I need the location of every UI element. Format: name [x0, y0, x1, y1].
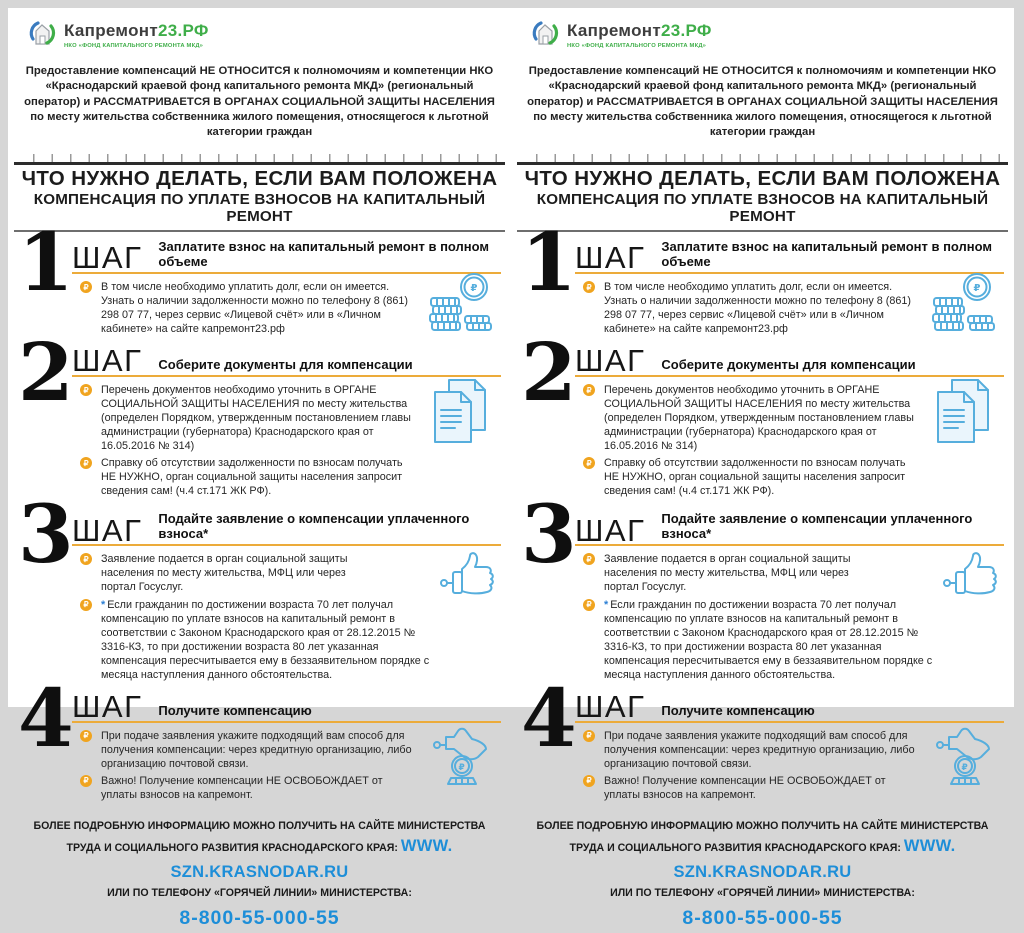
step-4-heading — [72, 688, 501, 723]
step-2-bullet-2: Справку об отсутствии задолженности по взносам получать НЕ НУЖНО, орган социальной защиты населения запросит сведения сам! (ч.4 ст.171 ЖК РФ). — [604, 457, 906, 498]
step-2-title: Соберите документы для компенсации — [158, 357, 413, 373]
step-1-body — [575, 274, 1004, 342]
ruble-bullet-icon: ₽ — [583, 730, 595, 742]
step-1 — [16, 215, 501, 342]
step-1-number: 1 — [521, 215, 577, 310]
step-3-number: 3 — [18, 487, 74, 582]
hotline-phone-link[interactable]: 8-800-55-000-55 — [682, 906, 843, 929]
footer-info-text: БОЛЕЕ ПОДРОБНУЮ ИНФОРМАЦИЮ МОЖНО ПОЛУЧИТЬ НА САЙТЕ МИНИСТЕРСТВА ТРУДА И СОЦИАЛЬНОГО РАЗВИТИЯ КРАСНОДАРСКОГО КРАЯ: — [33, 819, 486, 855]
coins-ruble-icon — [930, 272, 996, 337]
step-3-number: 3 — [521, 487, 577, 582]
step-4-number: 4 — [18, 670, 74, 765]
step-4-title: Получите компенсацию — [661, 702, 815, 718]
step-4-body — [575, 723, 1004, 808]
step-word: ШАГ — [575, 343, 646, 379]
step-1-number: 1 — [18, 215, 74, 310]
logo — [513, 8, 1012, 52]
ruble-bullet-icon: ₽ — [583, 281, 595, 293]
ruble-bullet-icon: ₽ — [583, 599, 595, 611]
hand-giving-money-icon — [431, 725, 489, 792]
svg-text:₽: ₽ — [470, 283, 478, 295]
ruble-bullet-icon: ₽ — [80, 384, 92, 396]
footer-hotline-text: ИЛИ ПО ТЕЛЕФОНУ «ГОРЯЧЕЙ ЛИНИИ» МИНИСТЕРСТВА: — [610, 887, 915, 900]
ruble-bullet-icon: ₽ — [80, 457, 92, 469]
step-2 — [519, 325, 1004, 504]
step-word: ШАГ — [575, 240, 646, 276]
footnote-star: * — [101, 598, 106, 611]
ruble-bullet-icon: ₽ — [80, 730, 92, 742]
step-3-heading — [575, 504, 1004, 546]
flyer-copy-right — [511, 8, 1014, 929]
step-word: ШАГ — [72, 343, 143, 379]
page-title — [14, 162, 505, 232]
step-4-body — [72, 723, 501, 808]
step-2-number: 2 — [521, 325, 577, 420]
step-1-title: Заплатите взнос на капитальный ремонт в полном объеме — [661, 239, 993, 270]
footer-hotline-text: ИЛИ ПО ТЕЛЕФОНУ «ГОРЯЧЕЙ ЛИНИИ» МИНИСТЕРСТВА: — [107, 887, 412, 900]
step-1-heading — [72, 232, 501, 274]
step-4-title: Получите компенсацию — [158, 702, 312, 718]
list-item — [80, 598, 437, 682]
step-2-bullet-2: Справку об отсутствии задолженности по взносам получать НЕ НУЖНО, орган социальной защиты населения запросит сведения сам! (ч.4 ст.171 ЖК РФ). — [101, 457, 403, 498]
step-1-bullet-1: В том числе необходимо уплатить долг, если он имеется. Узнать о наличии задолженности можно по телефону 8 (861) 298 07 77, через сервис «Лицевой счёт» или в «Личном кабинете» на сайте капремонт23.рф — [604, 281, 911, 336]
list-item — [80, 383, 413, 453]
footer — [527, 818, 999, 933]
step-3-bullet-2: Если гражданин по достижении возраста 70 лет получал компенсацию по уплате взносов на капитальный ремонт в соответствии с Законом Краснодарского края от 28.12.2015 № 3316-КЗ, то при достижении возраста 80 лет указанная компенсация пересчитывается ему в беззаявительном порядке с месяца наступления данного обстоятельства. — [604, 598, 933, 681]
brand-domain: 23.РФ — [157, 20, 209, 40]
hotline-phone-link[interactable]: 8-800-55-000-55 — [179, 906, 340, 929]
step-4-bullet-2: Важно! Получение компенсации НЕ ОСВОБОЖДАЕТ от уплаты взносов на капремонт. — [604, 774, 886, 801]
step-3-body — [72, 546, 501, 687]
step-2-title: Соберите документы для компенсации — [661, 357, 916, 373]
ruble-bullet-icon: ₽ — [583, 457, 595, 469]
svg-text:₽: ₽ — [973, 283, 981, 295]
list-item — [583, 280, 916, 336]
brand-name: Капремонт — [567, 20, 661, 40]
step-2-number: 2 — [18, 325, 74, 420]
step-3 — [16, 487, 501, 687]
thumb-up-icon — [439, 550, 503, 603]
disclaimer-text: Предоставление компенсаций НЕ ОТНОСИТСЯ к полномочиям и компетенции НКО «Краснодарский краевой фонд капитального ремонта МКД» (региональный оператор) и РАССМАТРИВАЕТСЯ В ОРГАНАХ СОЦИАЛЬНОЙ ЗАЩИТЫ НАСЕЛЕНИЯ по месту жительства собственника жилого помещения, относящегося к льготной категории граждан — [527, 65, 998, 138]
ministry-website-link[interactable]: WWW. SZN.KRASNODAR.RU — [673, 837, 956, 881]
step-3 — [519, 487, 1004, 687]
flyer-copy-left — [8, 8, 511, 929]
list-item — [583, 383, 916, 453]
logo-text — [567, 22, 712, 49]
coins-ruble-icon — [427, 272, 493, 337]
list-item — [80, 456, 413, 498]
list-item — [583, 774, 916, 802]
step-1-title: Заплатите взнос на капитальный ремонт в полном объеме — [158, 239, 490, 270]
ministry-website-link[interactable]: WWW. SZN.KRASNODAR.RU — [170, 837, 453, 881]
step-2-bullet-1: Перечень документов необходимо уточнить в ОРГАНЕ СОЦИАЛЬНОЙ ЗАЩИТЫ НАСЕЛЕНИЯ по месту жительства (определен Порядком, утвержденным постановлением главы администрации (губернатора) Краснодарского края от 16.05.2016 № 314) — [101, 384, 411, 453]
title-line-2: КОМПЕНСАЦИЯ ПО УПЛАТЕ ВЗНОСОВ НА КАПИТАЛЬНЫЙ РЕМОНТ — [33, 191, 486, 226]
fund-house-logo-icon — [26, 17, 58, 54]
ruble-bullet-icon: ₽ — [80, 553, 92, 565]
step-2-heading — [72, 342, 501, 377]
footer — [24, 818, 496, 933]
logo-text — [64, 22, 209, 49]
hand-giving-money-icon — [934, 725, 992, 792]
title-line-1: ЧТО НУЖНО ДЕЛАТЬ, ЕСЛИ ВАМ ПОЛОЖЕНА — [21, 167, 498, 191]
step-3-bullet-1: Заявление подается в орган социальной защиты населения по месту жительства, МФЦ или через портал Госуслуг. — [101, 553, 348, 594]
title-line-1: ЧТО НУЖНО ДЕЛАТЬ, ЕСЛИ ВАМ ПОЛОЖЕНА — [524, 167, 1001, 191]
list-item — [583, 729, 916, 771]
ruble-bullet-icon: ₽ — [583, 384, 595, 396]
step-word: ШАГ — [575, 688, 646, 724]
list-item — [80, 552, 437, 594]
page-title — [517, 162, 1008, 232]
ruble-bullet-icon: ₽ — [583, 553, 595, 565]
list-item — [80, 774, 413, 802]
step-2-bullet-1: Перечень документов необходимо уточнить в ОРГАНЕ СОЦИАЛЬНОЙ ЗАЩИТЫ НАСЕЛЕНИЯ по месту жительства (определен Порядком, утвержденным постановлением главы администрации (губернатора) Краснодарского края от 16.05.2016 № 314) — [604, 384, 914, 453]
step-4-heading — [575, 688, 1004, 723]
step-1-heading — [575, 232, 1004, 274]
step-3-bullet-2: Если гражданин по достижении возраста 70 лет получал компенсацию по уплате взносов на капитальный ремонт в соответствии с Законом Краснодарского края от 28.12.2015 № 3316-КЗ, то при достижении возраста 80 лет указанная компенсация пересчитывается ему в беззаявительном порядке с месяца наступления данного обстоятельства. — [101, 598, 430, 681]
step-4-bullet-2: Важно! Получение компенсации НЕ ОСВОБОЖДАЕТ от уплаты взносов на капремонт. — [101, 774, 383, 801]
ruble-bullet-icon: ₽ — [80, 775, 92, 787]
documents-icon — [934, 377, 992, 450]
document-sheet — [8, 8, 1014, 929]
title-line-2: КОМПЕНСАЦИЯ ПО УПЛАТЕ ВЗНОСОВ НА КАПИТАЛЬНЫЙ РЕМОНТ — [536, 191, 989, 226]
step-1-body — [72, 274, 501, 342]
brand-domain: 23.РФ — [660, 20, 712, 40]
step-3-heading — [72, 504, 501, 546]
footer-info-text: БОЛЕЕ ПОДРОБНУЮ ИНФОРМАЦИЮ МОЖНО ПОЛУЧИТЬ НА САЙТЕ МИНИСТЕРСТВА ТРУДА И СОЦИАЛЬНОГО РАЗВИТИЯ КРАСНОДАРСКОГО КРАЯ: — [536, 819, 989, 855]
step-4 — [519, 670, 1004, 808]
fund-house-logo-icon — [529, 17, 561, 54]
ruble-bullet-icon: ₽ — [80, 281, 92, 293]
step-2-body — [575, 377, 1004, 504]
steps-list — [10, 215, 509, 807]
cut-line — [16, 154, 503, 162]
svg-text:₽: ₽ — [961, 762, 968, 773]
step-2-body — [72, 377, 501, 504]
list-item — [583, 598, 940, 682]
step-3-bullet-1: Заявление подается в орган социальной защиты населения по месту жительства, МФЦ или через портал Госуслуг. — [604, 553, 851, 594]
ruble-bullet-icon: ₽ — [583, 775, 595, 787]
step-3-body — [575, 546, 1004, 687]
step-2-heading — [575, 342, 1004, 377]
thumb-up-icon — [942, 550, 1006, 603]
step-1-bullet-1: В том числе необходимо уплатить долг, если он имеется. Узнать о наличии задолженности можно по телефону 8 (861) 298 07 77, через сервис «Лицевой счёт» или в «Личном кабинете» на сайте капремонт23.рф — [101, 281, 408, 336]
logo — [10, 8, 509, 52]
list-item — [80, 729, 413, 771]
svg-text:₽: ₽ — [458, 762, 465, 773]
step-word: ШАГ — [72, 688, 143, 724]
step-1 — [519, 215, 1004, 342]
list-item — [583, 552, 940, 594]
step-3-title: Подайте заявление о компенсации уплаченного взноса* — [661, 511, 973, 542]
list-item — [583, 456, 916, 498]
step-2 — [16, 325, 501, 504]
list-item — [80, 280, 413, 336]
logo-subtitle: НКО «ФОНД КАПИТАЛЬНОГО РЕМОНТА МКД» — [567, 42, 707, 49]
step-4-number: 4 — [521, 670, 577, 765]
steps-list — [513, 215, 1012, 807]
logo-subtitle: НКО «ФОНД КАПИТАЛЬНОГО РЕМОНТА МКД» — [64, 42, 204, 49]
disclaimer-text: Предоставление компенсаций НЕ ОТНОСИТСЯ к полномочиям и компетенции НКО «Краснодарский краевой фонд капитального ремонта МКД» (региональный оператор) и РАССМАТРИВАЕТСЯ В ОРГАНАХ СОЦИАЛЬНОЙ ЗАЩИТЫ НАСЕЛЕНИЯ по месту жительства собственника жилого помещения, относящегося к льготной категории граждан — [24, 65, 495, 138]
step-4-bullet-1: При подаче заявления укажите подходящий вам способ для получения компенсации: через кредитную организацию, либо организацию почтовой связи. — [604, 729, 915, 770]
step-4-bullet-1: При подаче заявления укажите подходящий вам способ для получения компенсации: через кредитную организацию, либо организацию почтовой связи. — [101, 729, 412, 770]
step-4 — [16, 670, 501, 808]
step-word: ШАГ — [72, 240, 143, 276]
ruble-bullet-icon: ₽ — [80, 599, 92, 611]
step-word: ШАГ — [72, 512, 143, 548]
cut-line — [519, 154, 1006, 162]
step-3-title: Подайте заявление о компенсации уплаченного взноса* — [158, 511, 470, 542]
documents-icon — [431, 377, 489, 450]
brand-name: Капремонт — [64, 20, 158, 40]
step-word: ШАГ — [575, 512, 646, 548]
footnote-star: * — [604, 598, 609, 611]
